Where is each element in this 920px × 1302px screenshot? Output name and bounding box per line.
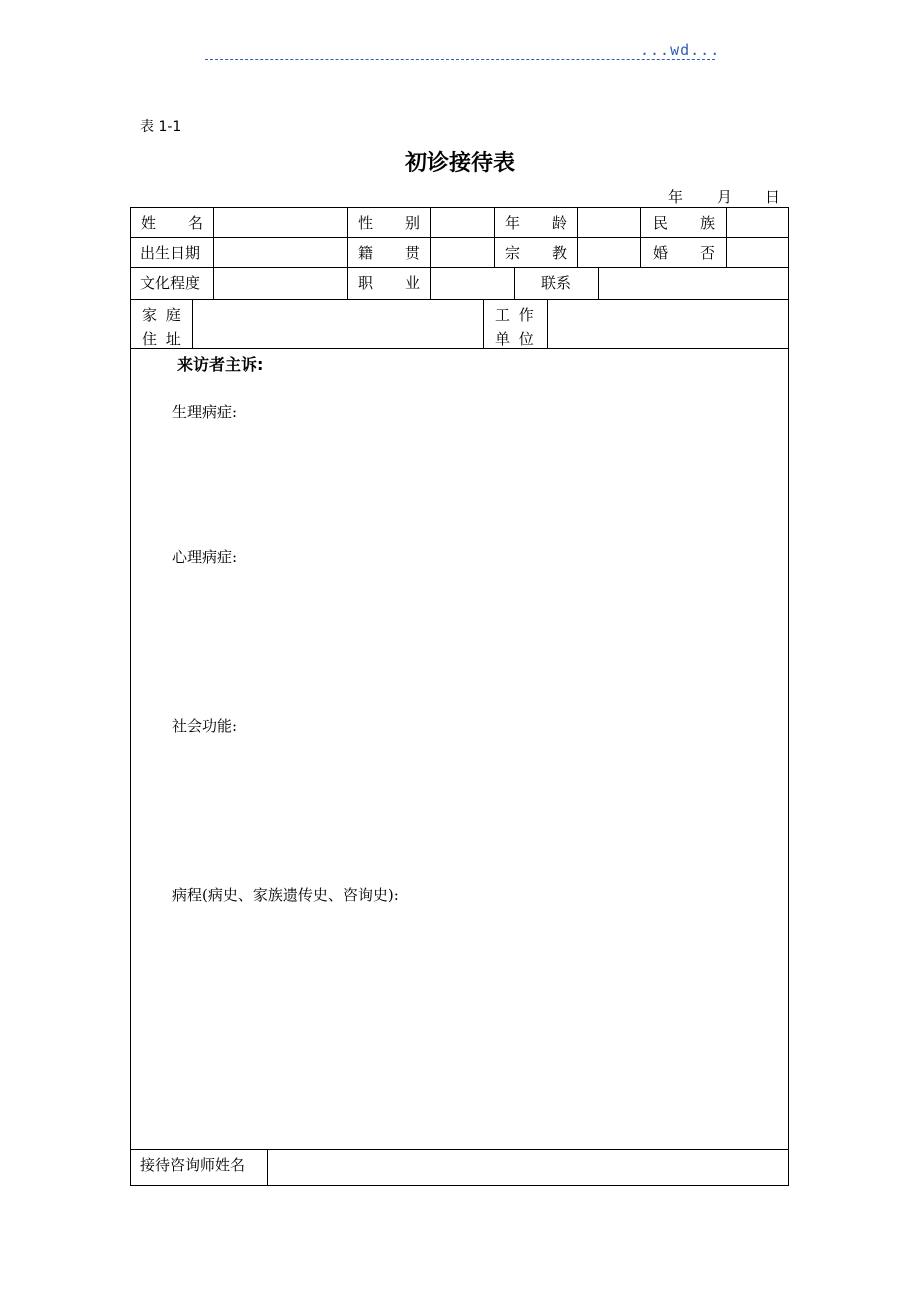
age-label: 年 龄 [505, 214, 567, 232]
counselor-name-label: 接待咨询师姓名 [140, 1156, 246, 1174]
workplace-field[interactable] [548, 300, 788, 347]
marital-status-field[interactable] [727, 238, 788, 266]
history-label: 病程(病史、家族遗传史、咨询史): [172, 886, 399, 904]
native-place-field[interactable] [431, 238, 493, 266]
header-mark: ...wd... [640, 41, 721, 59]
col-divider [494, 207, 495, 267]
workplace-label-line1: 工 作 [495, 306, 536, 324]
gender-field[interactable] [431, 208, 493, 236]
education-field[interactable] [214, 268, 346, 298]
page-title: 初诊接待表 [404, 151, 515, 176]
header-rule [205, 59, 715, 60]
home-address-label-line1: 家 庭 [142, 306, 183, 324]
col-divider [514, 267, 515, 299]
education-label: 文化程度 [140, 274, 201, 292]
age-field[interactable] [578, 208, 639, 236]
psychological-symptoms-label: 心理病症: [172, 548, 238, 566]
name-label: 姓 名 [141, 214, 203, 232]
workplace-label-line2: 单 位 [495, 330, 536, 348]
home-address-field[interactable] [193, 300, 482, 347]
social-function-label: 社会功能: [172, 717, 238, 735]
date-day-label: 日 [765, 188, 781, 206]
native-place-label: 籍 贯 [358, 244, 420, 262]
col-divider [483, 299, 484, 348]
religion-field[interactable] [578, 238, 639, 266]
birth-date-field[interactable] [214, 238, 346, 266]
col-divider [347, 207, 348, 299]
row-divider [130, 348, 789, 349]
social-function-field[interactable] [172, 740, 772, 875]
history-field[interactable] [172, 908, 772, 1143]
marital-status-label: 婚 否 [653, 244, 715, 262]
date-year-label: 年 [668, 188, 684, 206]
complaint-heading: 来访者主诉: [177, 355, 264, 374]
col-divider [640, 207, 641, 267]
occupation-field[interactable] [431, 268, 513, 298]
home-address-label-line2: 住 址 [142, 330, 183, 348]
gender-label: 性 别 [358, 214, 420, 232]
table-number: 表 1-1 [140, 119, 182, 135]
physical-symptoms-field[interactable] [172, 425, 772, 540]
counselor-name-field[interactable] [268, 1150, 788, 1185]
birth-date-label: 出生日期 [140, 244, 201, 262]
contact-field[interactable] [599, 268, 788, 298]
name-field[interactable] [214, 208, 346, 236]
occupation-label: 职 业 [358, 274, 420, 292]
physical-symptoms-label: 生理病症: [172, 403, 238, 421]
religion-label: 宗 教 [505, 244, 567, 262]
date-month-label: 月 [717, 188, 733, 206]
ethnicity-field[interactable] [727, 208, 788, 236]
ethnicity-label: 民 族 [653, 214, 715, 232]
contact-label: 联系 [541, 274, 572, 292]
psychological-symptoms-field[interactable] [172, 570, 772, 710]
